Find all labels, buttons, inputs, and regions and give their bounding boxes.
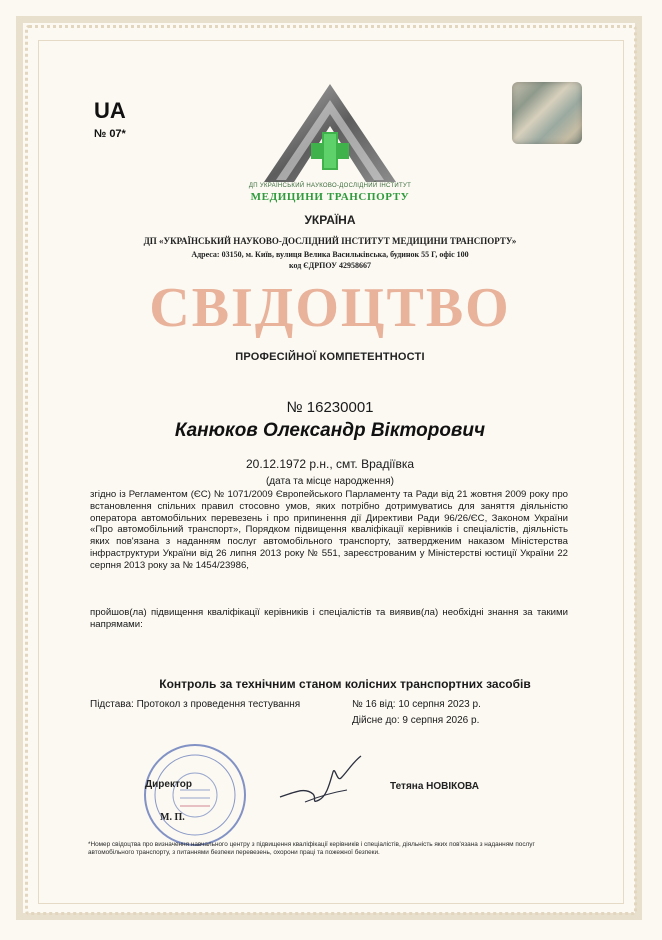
training-statement: пройшов(ла) підвищення кваліфікації керівників і спеціалістів та виявив(ла) необхідні знання за такими напрямами: xyxy=(90,607,568,630)
protocol-number: № 16 від: 10 серпня 2023 р. xyxy=(352,699,481,710)
signer-name: Тетяна НОВІКОВА xyxy=(390,781,479,792)
round-stamp-icon xyxy=(140,740,250,850)
holder-name: Канюков Олександр Вікторович xyxy=(174,420,486,441)
training-direction: Контроль за технічним станом колісних транспортних засобів xyxy=(159,677,531,691)
form-number: № 07* xyxy=(94,128,126,140)
certificate-number: № 16230001 xyxy=(286,399,374,416)
hologram-sticker xyxy=(512,82,582,144)
director-label: Директор xyxy=(145,779,192,790)
valid-until: Дійсне до: 9 серпня 2026 р. xyxy=(352,715,480,726)
country-code: UA xyxy=(94,98,126,123)
footnote: *Номер свідоцтва про визначення навчального центру з підвищення кваліфікації керівників і спеціалістів, діяльність яких пов'язана з наданням послуг автомобільного транспорту, з питаннями безпеки перевезень, охорони праці та пожежної безпеки. xyxy=(88,841,535,856)
stamp-place-label: М. П. xyxy=(160,812,185,823)
institute-name-logo: МЕДИЦИНИ ТРАНСПОРТУ xyxy=(250,191,410,203)
legal-basis-text: згідно із Регламентом (ЄС) № 1071/2009 Європейського Парламенту та Ради від 21 жовтня 2009 року про встановлення спільних правил стосовно умов, яких потрібно дотримуватись для заняття діяльністю оператора автомобільних перевезень і про припинення дії Директиви Ради 96/26/ЄС, Законом України «Про автомобільний транспорт», Порядком підвищення кваліфікації керівників і спеціалістів, діяльність яких пов'язана з наданням послуг автомобільного транспорту, затвердженим наказом Міністерства інфраструктури України від 26 липня 2013 року № 551, зареєстрованим у Міністерстві юстиції України 22 серпня 2013 року за № 1454/23986, xyxy=(90,489,568,571)
signature-icon xyxy=(275,752,365,812)
institute-name-small: ДП УКРАЇНСЬКИЙ НАУКОВО-ДОСЛІДНИЙ ІНСТИТУТ xyxy=(248,183,412,189)
issuer-address: Адреса: 03150, м. Київ, вулиця Велика Васильківська, будинок 55 Г, офіс 100 xyxy=(191,250,469,259)
issuer-edrpou: код ЄДРПОУ 42958667 xyxy=(288,261,371,270)
issuer-country: УКРАЇНА xyxy=(304,213,356,227)
institute-logo-icon xyxy=(262,82,398,187)
basis-label: Підстава: Протокол з проведення тестування xyxy=(90,699,301,710)
birth-caption: (дата та місце народження) xyxy=(265,476,395,487)
document-title: СВІДОЦТВО xyxy=(149,277,511,339)
issuer-institute: ДП «УКРАЇНСЬКИЙ НАУКОВО-ДОСЛІДНИЙ ІНСТИТУТ МЕДИЦИНИ ТРАНСПОРТУ» xyxy=(143,236,517,246)
holder-birth: 20.12.1972 р.н., смт. Врадіївка xyxy=(245,457,415,471)
document-subtitle: ПРОФЕСІЙНОЇ КОМПЕТЕНТНОСТІ xyxy=(235,351,425,363)
